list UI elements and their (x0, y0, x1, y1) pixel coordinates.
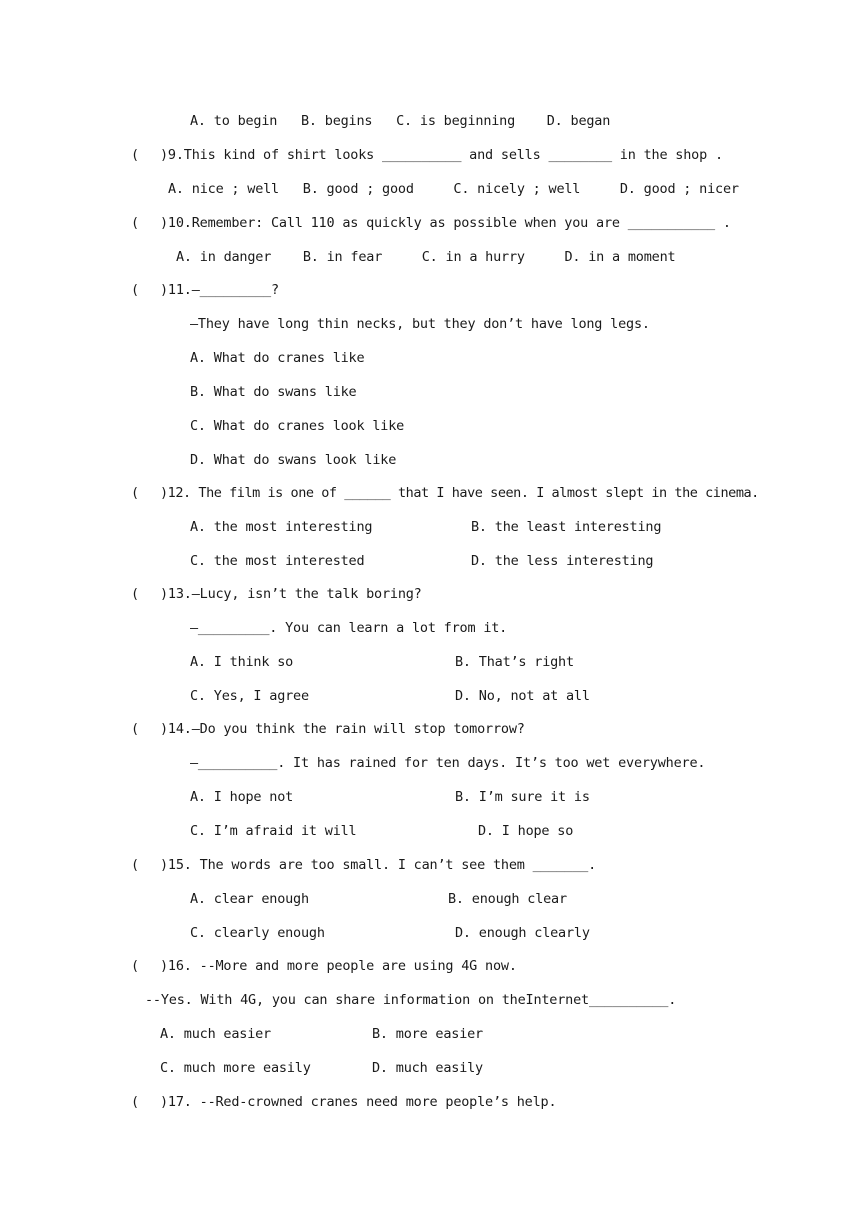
q13-stem: )13.—Lucy, isn’t the talk boring? (160, 586, 422, 602)
q13-option-c: C. Yes, I agree (190, 688, 309, 704)
q11-stem: )11.—_________? (160, 282, 279, 298)
q14-stem: )14.—Do you think the rain will stop tomorrow? (160, 721, 525, 737)
q16-reply: --Yes. With 4G, you can share information on theInternet__________. (145, 992, 677, 1008)
q14-option-d: D. I hope so (478, 823, 574, 839)
q16-option-c: C. much more easily (160, 1060, 311, 1076)
q9-options: A. nice ; well B. good ; good C. nicely ; well D. good ; nicer (168, 181, 739, 197)
q14-option-c: C. I’m afraid it will (190, 823, 357, 839)
q11-option-c: C. What do cranes look like (190, 418, 405, 434)
q13-option-d: D. No, not at all (455, 688, 590, 704)
q16-option-b: B. more easier (372, 1026, 483, 1042)
q10-options: A. in danger B. in fear C. in a hurry D. in a moment (176, 249, 676, 265)
q10-stem: )10.Remember: Call 110 as quickly as possible when you are ___________ . (160, 215, 731, 231)
q15-stem: )15. The words are too small. I can’t see them _______. (160, 857, 597, 873)
q13-option-a: A. I think so (190, 654, 294, 670)
answer-paren-10: ( (131, 215, 140, 231)
q16-option-a: A. much easier (160, 1026, 271, 1042)
q8-options: A. to begin B. begins C. is beginning D. began (190, 113, 611, 129)
answer-paren-15: ( (131, 857, 140, 873)
answer-paren-13: ( (131, 586, 140, 602)
q9-stem: )9.This kind of shirt looks __________ and sells ________ in the shop . (160, 147, 723, 163)
q12-option-c: C. the most interested (190, 553, 365, 569)
q13-reply: —_________. You can learn a lot from it. (190, 620, 508, 636)
q13-option-b: B. That’s right (455, 654, 574, 670)
answer-paren-14: ( (131, 721, 140, 737)
q12-option-b: B. the least interesting (471, 519, 662, 535)
q16-option-d: D. much easily (372, 1060, 483, 1076)
answer-paren-9: ( (131, 147, 140, 163)
q11-option-b: B. What do swans like (190, 384, 357, 400)
q14-option-b: B. I’m sure it is (455, 789, 590, 805)
q12-option-a: A. the most interesting (190, 519, 373, 535)
q11-option-a: A. What do cranes like (190, 350, 365, 366)
q14-reply: —__________. It has rained for ten days. It’s too wet everywhere. (190, 755, 706, 771)
q16-stem: )16. --More and more people are using 4G now. (160, 958, 517, 974)
q14-option-a: A. I hope not (190, 789, 294, 805)
q11-reply: —They have long thin necks, but they don’t have long legs. (190, 316, 650, 332)
q15-option-a: A. clear enough (190, 891, 309, 907)
q15-option-b: B. enough clear (448, 891, 567, 907)
q12-stem: )12. The film is one of ______ that I have seen. I almost slept in the cinema. (160, 485, 759, 501)
q15-option-c: C. clearly enough (190, 925, 325, 941)
answer-paren-17: ( (131, 1094, 140, 1110)
answer-paren-11: ( (131, 282, 140, 298)
answer-paren-12: ( (131, 485, 140, 501)
q17-stem: )17. --Red-crowned cranes need more people’s help. (160, 1094, 557, 1110)
answer-paren-16: ( (131, 958, 140, 974)
q11-option-d: D. What do swans look like (190, 452, 397, 468)
q15-option-d: D. enough clearly (455, 925, 590, 941)
q12-option-d: D. the less interesting (471, 553, 654, 569)
